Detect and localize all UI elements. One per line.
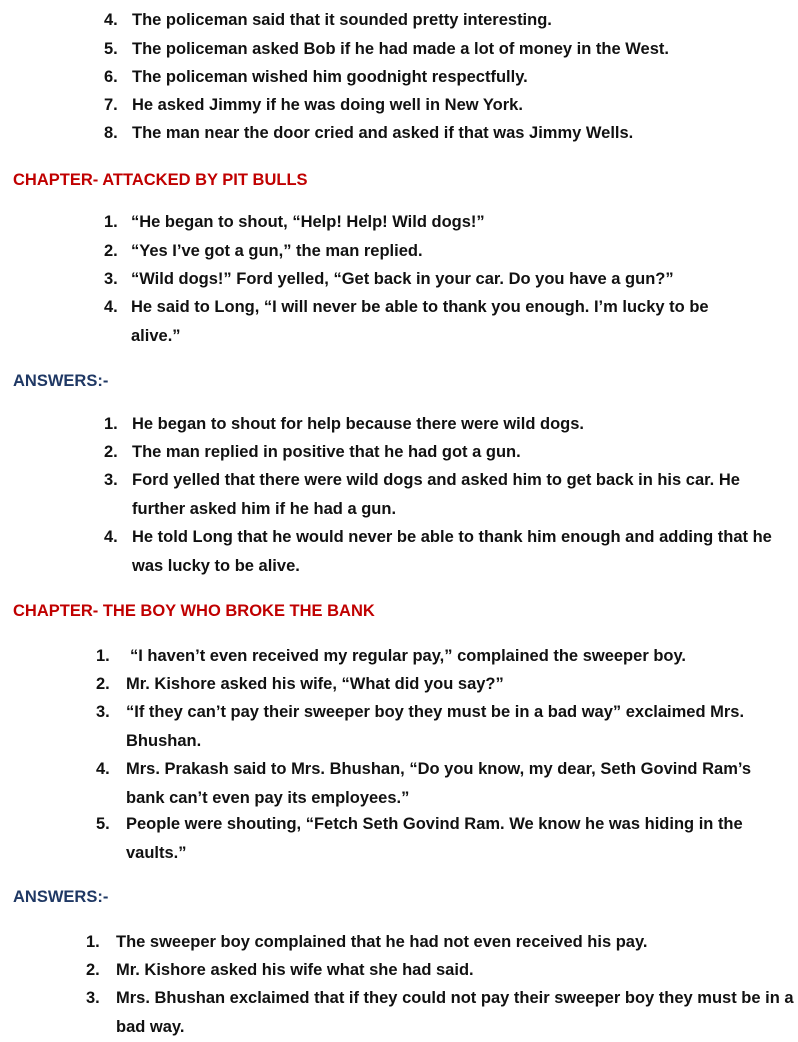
answer-item bbox=[104, 523, 794, 580]
item-text: The policeman wished him goodnight respectfully. bbox=[132, 68, 528, 86]
item-text: People were shouting, “Fetch Seth Govind Ram. We know he was hiding in the vaults.” bbox=[126, 815, 743, 862]
item-text: He said to Long, “I will never be able to thank you enough. I’m lucky to be alive.” bbox=[131, 298, 709, 345]
item-number: 5. bbox=[96, 815, 110, 833]
answer-item bbox=[86, 956, 794, 985]
item-text: He began to shout for help because there were wild dogs. bbox=[132, 415, 584, 433]
question-item bbox=[104, 208, 794, 237]
item-number: 1. bbox=[86, 933, 100, 951]
item-number: 1. bbox=[96, 647, 110, 665]
item-text: “Wild dogs!” Ford yelled, “Get back in your car. Do you have a gun?” bbox=[131, 270, 674, 288]
item-number: 7. bbox=[104, 96, 118, 114]
answer-item bbox=[104, 410, 794, 439]
item-number: 1. bbox=[104, 415, 118, 433]
item-text: Mr. Kishore asked his wife, “What did you say?” bbox=[126, 675, 504, 693]
item-text: Mr. Kishore asked his wife what she had said. bbox=[116, 961, 474, 979]
question-item bbox=[96, 642, 794, 671]
item-text: Ford yelled that there were wild dogs and asked him to get back in his car. He further asked him if he had a gun. bbox=[132, 471, 740, 518]
item-text: “If they can’t pay their sweeper boy they must be in a bad way” exclaimed Mrs. Bhushan. bbox=[126, 703, 745, 750]
item-number: 1. bbox=[104, 213, 118, 231]
question-item bbox=[104, 237, 794, 266]
answers-heading: ANSWERS:- bbox=[13, 372, 109, 390]
answer-item bbox=[86, 928, 794, 957]
list-item bbox=[104, 35, 794, 64]
answer-item bbox=[104, 466, 794, 523]
answers-heading: ANSWERS:- bbox=[13, 888, 109, 906]
item-number: 3. bbox=[104, 270, 118, 288]
item-number: 4. bbox=[104, 11, 118, 29]
item-text: Mrs. Prakash said to Mrs. Bhushan, “Do you know, my dear, Seth Govind Ram’s bank can’t even pay its employees.” bbox=[126, 760, 752, 807]
item-number: 8. bbox=[104, 124, 118, 142]
item-number: 6. bbox=[104, 68, 118, 86]
item-text: The policeman asked Bob if he had made a lot of money in the West. bbox=[132, 40, 669, 58]
question-item bbox=[96, 810, 794, 867]
answer-item bbox=[104, 438, 794, 467]
item-number: 5. bbox=[104, 40, 118, 58]
item-number: 2. bbox=[86, 961, 100, 979]
item-text: He asked Jimmy if he was doing well in New York. bbox=[132, 96, 523, 114]
item-number: 2. bbox=[96, 675, 110, 693]
question-item bbox=[104, 293, 754, 350]
list-item bbox=[104, 119, 794, 148]
list-item bbox=[104, 6, 794, 35]
question-item bbox=[96, 670, 794, 699]
item-number: 4. bbox=[104, 298, 118, 316]
item-text: The sweeper boy complained that he had not even received his pay. bbox=[116, 933, 648, 951]
item-text: “I haven’t even received my regular pay,” complained the sweeper boy. bbox=[130, 647, 687, 665]
item-number: 4. bbox=[104, 528, 118, 546]
item-text: The man near the door cried and asked if that was Jimmy Wells. bbox=[132, 124, 634, 142]
chapter-heading: CHAPTER- ATTACKED BY PIT BULLS bbox=[13, 171, 308, 189]
item-number: 3. bbox=[86, 989, 100, 1007]
item-number: 2. bbox=[104, 443, 118, 461]
item-number: 3. bbox=[104, 471, 118, 489]
answer-item bbox=[86, 984, 794, 1041]
item-text: The man replied in positive that he had got a gun. bbox=[132, 443, 521, 461]
list-item bbox=[104, 63, 794, 92]
item-text: He told Long that he would never be able to thank him enough and adding that he was lucky to be alive. bbox=[132, 528, 772, 575]
list-item bbox=[104, 91, 794, 120]
item-text: “He began to shout, “Help! Help! Wild dogs!” bbox=[131, 213, 485, 231]
chapter-heading: CHAPTER- THE BOY WHO BROKE THE BANK bbox=[13, 602, 375, 620]
item-text: Mrs. Bhushan exclaimed that if they could not pay their sweeper boy they must be in a bad way. bbox=[116, 989, 794, 1036]
question-item bbox=[96, 755, 794, 812]
item-number: 4. bbox=[96, 760, 110, 778]
item-number: 3. bbox=[96, 703, 110, 721]
item-number: 2. bbox=[104, 242, 118, 260]
item-text: The policeman said that it sounded pretty interesting. bbox=[132, 11, 552, 29]
item-text: “Yes I’ve got a gun,” the man replied. bbox=[131, 242, 423, 260]
question-item bbox=[96, 698, 794, 755]
question-item bbox=[104, 265, 794, 294]
